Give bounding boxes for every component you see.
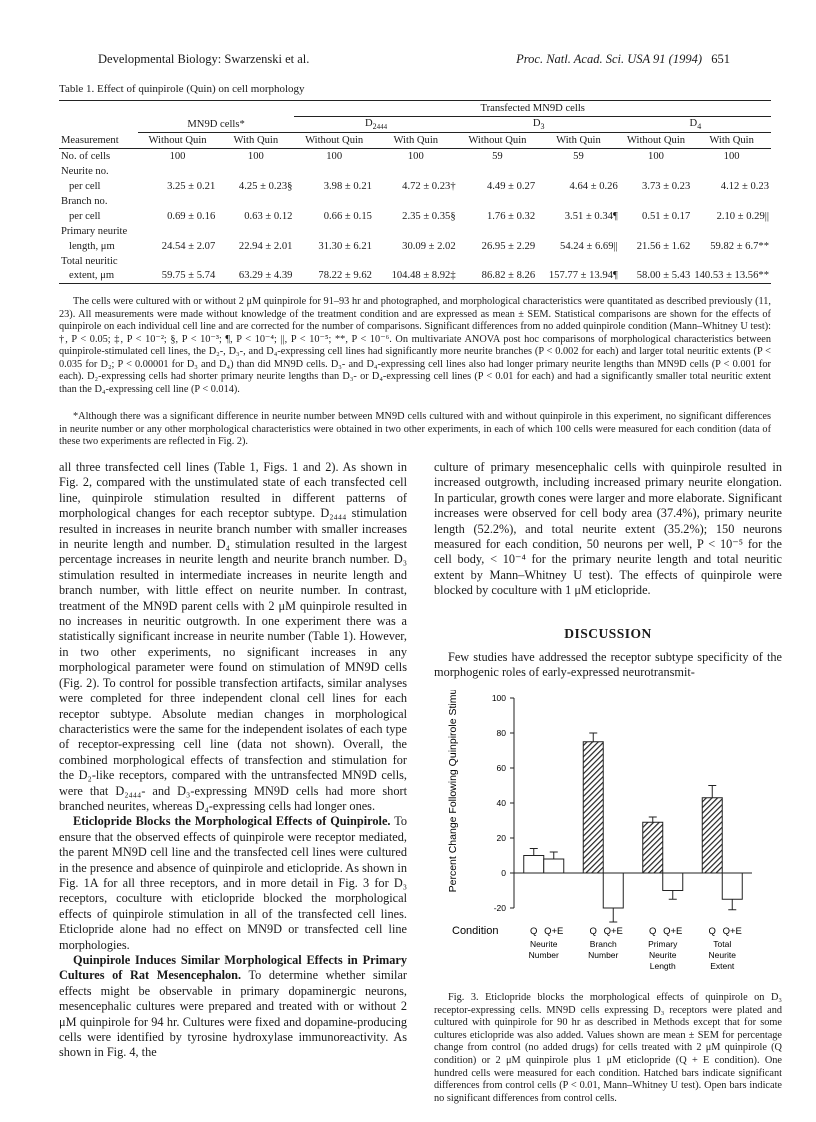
- series-label: Q+E: [544, 926, 564, 937]
- col-header: With Quin: [692, 133, 771, 149]
- y-tick-label: 60: [496, 763, 506, 773]
- series-label: Q+E: [663, 926, 683, 937]
- group-d3: $D_3$: [458, 117, 620, 133]
- left-column: [59, 460, 407, 1061]
- y-axis-label: Percent Change Following Quinpirole Stimulation: [447, 690, 459, 893]
- table-row: extent, μm 59.75 ± 5.74 63.29 ± 4.39 78.22 ± 9.62 104.48 ± 8.92‡ 86.82 ± 8.26 157.77 ± 13.94¶ 58.00 ± 5.43 140.53 ± 13.56**: [59, 269, 771, 284]
- bar-Q-3: [702, 798, 722, 873]
- body-paragraph: culture of primary mesencephalic cells with quinpirole resulted in increased outgrowth, including increased primary neurite elongation. In particular, growth cones were larger and more elaborate. Significant increases were observed for cell body area (37.4%), primary neurite length (52.2%), and total neurite extent (35.2%); 150 neurons measured for each condition, 50 neurons per well, P < 10⁻⁵ for the cell body, < 10⁻⁴ for the primary neurite length and total neuritic extent by Mann–Whitney U test). The effects of quinpirole were blocked by coculture with 1 μM eticlopride.: [434, 460, 782, 598]
- bar-Q+E-2: [663, 873, 683, 891]
- series-label: Q: [649, 926, 657, 937]
- col-header: Measurement: [59, 133, 138, 149]
- body-paragraph: Eticlopride Blocks the Morphological Effects of Quinpirole. To ensure that the observed effects of quinpirole were receptor mediated, the parent MN9D cell line and the transfected cell lines were cultured in the presence and absence of quinpirole and eticlopride. As shown in Fig. 1A for all three receptors, and in more detail in Fig. 3 for D₃ receptors, coculture with eticlopride blocked the morphological effects of quinpirole stimulation in all of the transfected cell lines. Eticlopride alone had no effect on MN9D or transfected cell line morphologies.: [59, 814, 407, 952]
- series-label: Q: [530, 926, 538, 937]
- morphology-table: Transfected MN9D cells MN9D cells* $D_{2444}$ $D_3$ $D_4$ Measurement Without Quin With Quin Without Quin With Quin Without Quin With Quin Without Quin With Quin No. of cells 100 100 100 100 59 59 100 100 Neurite no. per cell 3.25 ± 0.21 4.25 ± 0.23§ 3.98 ± 0.21 4.72 ± 0.23† 4.49 ± 0.27 4.64 ± 0.26 3.73 ± 0.23 4.12 ± 0.23 Branch no. per cell 0.69 ± 0.16 0.63 ± 0.12 0.66 ± 0.15 2.35 ± 0.35§ 1.76 ± 0.32 3.51 ± 0.34¶ 0.51 ± 0.17 2.10 ± 0.29|| Primary neurite length, μm 24.54 ± 2.07 22.94 ± 2.01 31.30 ± 6.21 30.09 ± 2.02 26.95 ± 2.29 54.24 ± 6.69|| 21.56 ± 1.62 59.82 ± 6.7** Total neuritic extent, μm 59.75 ± 5.74 63.29 ± 4.39 78.22 ± 9.62 104.48 ± 8.92‡ 86.82 ± 8.26 157.77 ± 13.94¶ 58.00 ± 5.43 140.53 ± 13.56**: [59, 100, 771, 284]
- bar-Q+E-3: [722, 873, 742, 899]
- col-header: Without Quin: [620, 133, 693, 149]
- col-header: With Quin: [374, 133, 458, 149]
- x-axis-label: Condition: [452, 925, 499, 937]
- category-label: Neurite: [708, 950, 736, 960]
- category-label: Branch: [589, 939, 617, 949]
- bar-Q-1: [583, 742, 603, 873]
- y-tick-label: 0: [501, 868, 506, 878]
- category-label: Number: [588, 950, 619, 960]
- bar-Q+E-0: [544, 859, 564, 873]
- body-paragraph: Quinpirole Induces Similar Morphological Effects in Primary Cultures of Rat Mesencephalon. To determine whether similar effects might be observable in primary dopaminergic neurons, mesencephalic cultures were prepared and treated with or without 2 μM quinpirole for 94 hr. Cultures were fixed and dopamine-producing cells were identified by tyrosine hydroxylase immunoreactivity. As shown in Fig. 4, the: [59, 953, 407, 1060]
- table-row: per cell 3.25 ± 0.21 4.25 ± 0.23§ 3.98 ± 0.21 4.72 ± 0.23† 4.49 ± 0.27 4.64 ± 0.26 3.73 ± 0.23 4.12 ± 0.23: [69, 180, 769, 192]
- figure-caption-label: Fig. 3.: [448, 992, 479, 1003]
- series-label: Q+E: [722, 926, 742, 937]
- group-d2: $D_{2444}$: [294, 117, 457, 133]
- table-row: No. of cells 100 100 100 100 59 59 100 100: [61, 150, 740, 162]
- table-footnote: The cells were cultured with or without 2 μM quinpirole for 91–93 hr and photographed, and morphological characteristics were quantitated as described previously (11, 23). All measurements were made without knowledge of the treatment condition and are expressed as mean ± SEM. Statistical comparisons are shown for the effects of quinpirole on each individual cell line and are corrected for the number of comparisons. Significant differences from no added quinpirole condition (Mann–Whitney U test): †, P < 0.05; ‡, P < 10⁻²; §, P < 10⁻³; ¶, P < 10⁻⁴; ||, P < 10⁻⁵; **, P < 10⁻⁶. On multivariate ANOVA post hoc comparisons of morphological characteristics between quinpirole-stimulated cell lines, the D₂-, D₃-, and D₄-expressing cell lines had significantly more neurite branches (P < 0.002 for each) and larger total neuritic extents (P < 0.035 for D₂; P < 0.00001 for D₃ and D₄) than did MN9D cells. D₃- and D₄-expressing cell lines also had longer primary neurite lengths than MN9D cells (P < 0.001 for each). D₂-expressing cells had shorter primary neurite lengths than D₃- or D₄-expressing cell lines (P < 0.01 for each) and had a significantly smaller total neuritic extent than the D₄-expressing cell line (P < 0.014).: [59, 296, 771, 395]
- y-tick-label: 40: [496, 798, 506, 808]
- y-tick-label: -20: [493, 903, 506, 913]
- category-label: Total: [713, 939, 732, 949]
- table-row: length, μm 24.54 ± 2.07 22.94 ± 2.01 31.30 ± 6.21 30.09 ± 2.02 26.95 ± 2.29 54.24 ± 6.69|| 21.56 ± 1.62 59.82 ± 6.7**: [69, 240, 769, 252]
- series-label: Q: [708, 926, 716, 937]
- transfected-group-header: Transfected MN9D cells: [294, 101, 771, 117]
- section-run-in-heading: Quinpirole Induces Similar Morphological Effects in Primary Cultures of Rat Mesencephalon.: [59, 953, 407, 983]
- table-footnote-star: *Although there was a significant difference in neurite number between MN9D cells cultured with and without quinpirole in this experiment, no significant differences in neurite number or any other morphological characteristics were obtained in two other experiments, in each of which 100 cells were measured for each condition (data of these two experiments are reflected in Fig. 2).: [59, 411, 771, 447]
- table-caption: Table 1. Effect of quinpirole (Quin) on cell morphology: [59, 83, 305, 95]
- category-label: Number: [528, 950, 559, 960]
- section-run-in-heading: Eticlopride Blocks the Morphological Effects of Quinpirole.: [73, 814, 391, 829]
- category-label: Neurite: [649, 950, 677, 960]
- bar-Q-2: [643, 822, 663, 873]
- discussion-heading: DISCUSSION: [564, 626, 652, 641]
- body-paragraph: all three transfected cell lines (Table 1, Figs. 1 and 2). As shown in Fig. 2, compared with the unstimulated state of each transfected cell line, quinpirole stimulation resulted in different patterns of morphological changes for each receptor subtype. D₂₄₄₄ stimulation resulted in increases in neurite branch number with smaller increases in neurite length and number. D₄ stimulation resulted in the largest percentage increases in neurite length and neurite branch number. D₃ stimulation resulted in intermediate increases in neurite length and branch number, with little effect on neurite number. In contrast, treatment of the MN9D parent cells with 2 μM quinpirole resulted in no increases in neuritic outgrowth. In one experiment there was a statistically significant increase in neurite number (Table 1). However, in two other experiments, no significant increases in any morphological parameter were found on stimulation of MN9D cells (Fig. 2). To control for possible transfection artifacts, similar analyses were completed for three independent clonal cell lines for each receptor subtype. Absolute median changes in morphological characteristics were the same for the independent isolates of each type of receptor-expressing cell line (data not shown). Overall, the combined morphological effects of transfection and stimulation for the D₂-like receptors, compared with the untransfected MN9D cells, were that D₂₄₄₄- and D₃-expressing MN9D cells had more short branched neurites, whereas D₄-expressing cells had longer ones.: [59, 460, 407, 813]
- y-tick-label: 100: [491, 693, 506, 703]
- col-header: Without Quin: [138, 133, 218, 149]
- right-column: [434, 460, 782, 599]
- page-header: [98, 52, 730, 68]
- category-label: Extent: [710, 961, 735, 971]
- group-mn9d: MN9D cells*: [138, 117, 295, 133]
- series-label: Q+E: [603, 926, 623, 937]
- running-head: Developmental Biology: Swarzenski et al.: [98, 52, 310, 66]
- page-number: 651: [711, 52, 730, 66]
- body-paragraph: Few studies have addressed the receptor subtype specificity of the morphogenic roles of early-expressed neurotransmit-: [434, 650, 782, 680]
- y-tick-label: 20: [496, 833, 506, 843]
- figure-3: [440, 690, 770, 990]
- discussion-text: [434, 650, 782, 681]
- group-d4: $D_4$: [620, 117, 771, 133]
- category-label: Length: [649, 961, 676, 971]
- col-header: Without Quin: [458, 133, 538, 149]
- y-tick-label: 80: [496, 728, 506, 738]
- category-label: Neurite: [530, 939, 558, 949]
- bar-Q-0: [524, 856, 544, 874]
- series-label: Q: [589, 926, 597, 937]
- figure-caption: Fig. 3. Eticlopride blocks the morphological effects of quinpirole on D₃ receptor-expressing cells. MN9D cells expressing D₃ receptors were plated and cultured with quinpirole for 90 hr as described in Methods except that for some cultures eticlopride was also added. Values shown are mean ± SEM for percentage change from control (no added drugs) for cells treated with 2 μM quinpirole (Q condition) or 2 μM quinpirole plus 1 μM eticlopride (Q + E condition). One hundred cells were measured for each condition. Hatched bars indicate significant differences from control cells (P < 0.01, Mann–Whitney U test). Open bars indicate no significant differences from control cells.: [434, 992, 783, 1104]
- journal-citation: Proc. Natl. Acad. Sci. USA 91 (1994): [516, 52, 702, 66]
- bar-chart: [440, 690, 770, 990]
- col-header: Without Quin: [294, 133, 374, 149]
- col-header: With Quin: [537, 133, 620, 149]
- col-header: With Quin: [217, 133, 294, 149]
- bar-Q+E-1: [603, 873, 623, 908]
- category-label: Primary: [648, 939, 678, 949]
- table-row: per cell 0.69 ± 0.16 0.63 ± 0.12 0.66 ± 0.15 2.35 ± 0.35§ 1.76 ± 0.32 3.51 ± 0.34¶ 0.51 ± 0.17 2.10 ± 0.29||: [69, 210, 769, 222]
